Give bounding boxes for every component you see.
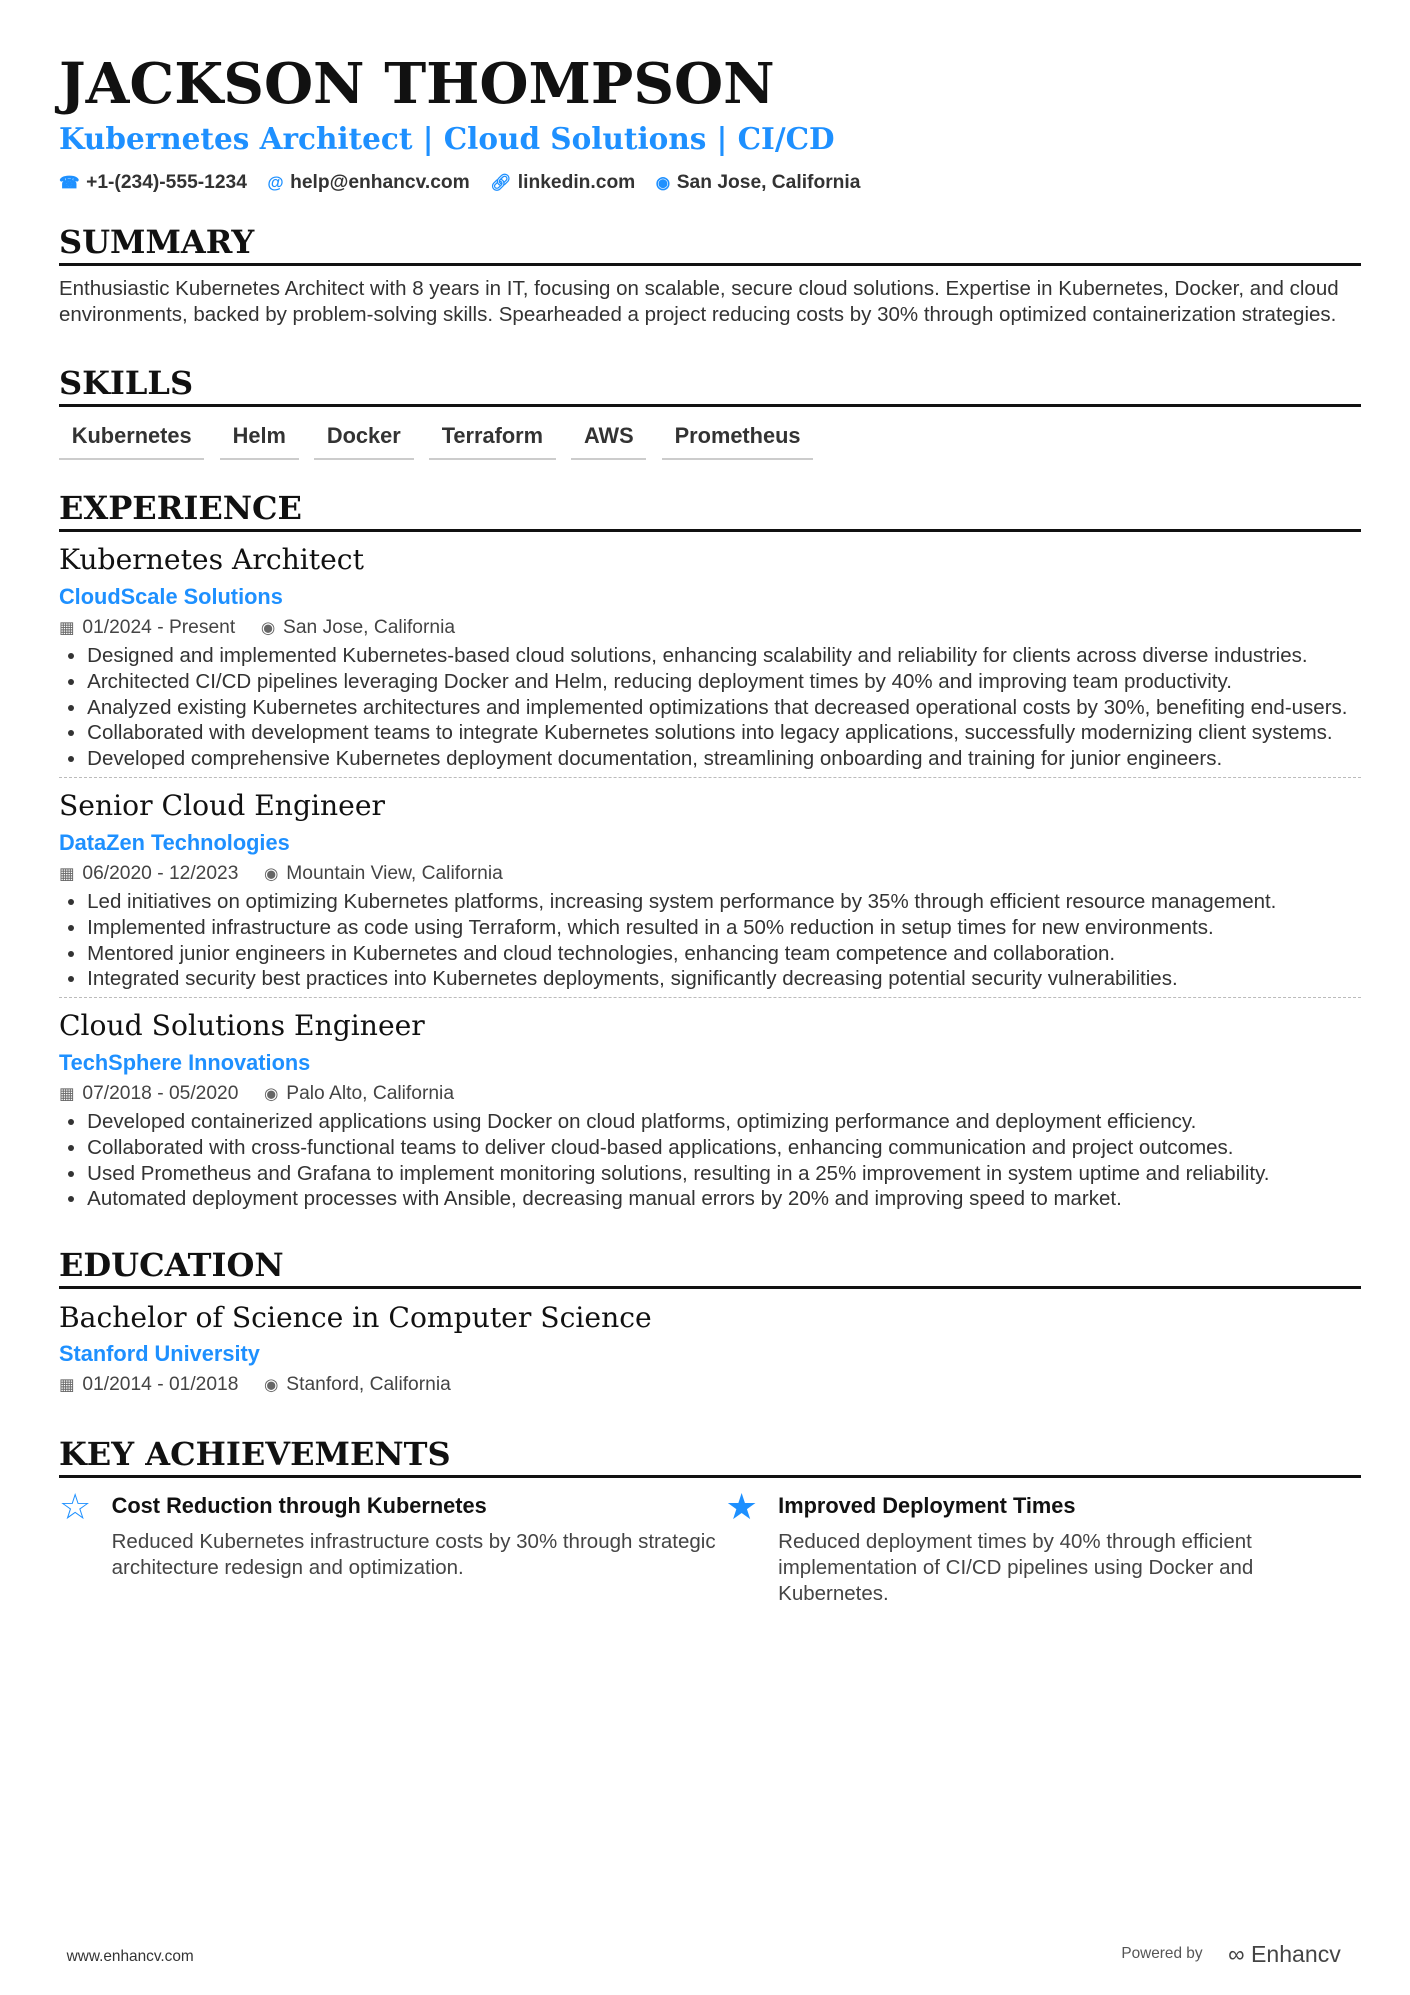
contact-phone bbox=[59, 172, 247, 194]
headline: Kubernetes Architect | Cloud Solutions | CI/CD bbox=[58, 121, 835, 157]
contact-email[interactable] bbox=[267, 172, 469, 194]
job-bullets bbox=[59, 1109, 1361, 1212]
job-location bbox=[264, 1079, 454, 1110]
footer-website[interactable]: www.enhancv.com bbox=[66, 1948, 194, 1966]
company-name: CloudScale Solutions bbox=[58, 583, 283, 609]
bullet-item: • Analyzed existing Kubernetes architectures and implemented optimizations that decreased operational costs by 30%, benefiting end-users. bbox=[87, 695, 1361, 721]
powered-by-text: Powered by bbox=[1121, 1945, 1203, 1963]
education-location bbox=[264, 1370, 451, 1401]
bullet-item: • Led initiatives on optimizing Kubernetes platforms, increasing system performance by 35% through efficient resource management. bbox=[87, 889, 1361, 915]
degree: Bachelor of Science in Computer Science bbox=[58, 1300, 652, 1334]
job-entry bbox=[59, 542, 1361, 778]
dates-text: 06/2020 - 12/2023 bbox=[82, 862, 239, 884]
job-entry bbox=[59, 788, 1361, 998]
job-bullets bbox=[59, 889, 1361, 992]
summary-text: Enthusiastic Kubernetes Architect with 8 years in IT, focusing on scalable, secure cloud solutions. Expertise in Kubernetes, Docker, and cloud environments, backed by problem-solving skills. Spearheaded a project reducing costs by 30% through optimized containerization strategies. bbox=[58, 277, 1339, 326]
dates-text: 01/2014 - 01/2018 bbox=[82, 1374, 239, 1396]
candidate-name: JACKSON THOMPSON bbox=[58, 50, 775, 117]
skill-tag: Kubernetes bbox=[59, 420, 204, 460]
calendar-icon: ▦ bbox=[58, 863, 75, 883]
calendar-icon: ▦ bbox=[58, 1375, 75, 1395]
location-text: San Jose, California bbox=[676, 171, 861, 193]
skill-tag: AWS bbox=[571, 420, 646, 460]
brand-text: Enhancv bbox=[1251, 1940, 1341, 1967]
achievement-title: Cost Reduction through Kubernetes bbox=[111, 1493, 487, 1519]
bullet-item: • Developed comprehensive Kubernetes deployment documentation, streamlining onboarding and training for junior engineers. bbox=[87, 746, 1361, 772]
experience-list bbox=[59, 542, 1361, 1217]
location-pin-icon: ◉ bbox=[260, 617, 276, 637]
contact-bar bbox=[59, 172, 1361, 194]
contact-location bbox=[656, 172, 861, 194]
email-link[interactable]: help@enhancv.com bbox=[290, 171, 470, 193]
contact-linkedin[interactable] bbox=[490, 172, 635, 194]
bullet-item: • Implemented infrastructure as code using Terraform, which resulted in a 50% reduction in setup times for new environments. bbox=[87, 915, 1361, 941]
achievement-title: Improved Deployment Times bbox=[778, 1493, 1076, 1519]
star-filled-icon: ★ bbox=[725, 1487, 758, 1528]
bullet-item: • Automated deployment processes with Ansible, decreasing manual errors by 20% and improving speed to market. bbox=[87, 1186, 1361, 1212]
linkedin-link[interactable]: linkedin.com bbox=[517, 171, 636, 193]
job-entry bbox=[59, 1008, 1361, 1217]
education-meta bbox=[59, 1370, 1361, 1401]
job-bullets bbox=[59, 643, 1361, 771]
school: Stanford University bbox=[58, 1341, 260, 1367]
calendar-icon: ▦ bbox=[58, 617, 75, 637]
company-name: DataZen Technologies bbox=[58, 829, 290, 855]
link-icon: 🔗︎ bbox=[490, 172, 512, 192]
skill-tag: Prometheus bbox=[662, 420, 814, 460]
job-title: Senior Cloud Engineer bbox=[58, 789, 386, 823]
skill-tag: Helm bbox=[220, 420, 299, 460]
achievement-description: Reduced Kubernetes infrastructure costs by 30% through strategic architecture redesign and optimization. bbox=[111, 1530, 716, 1580]
location-text: San Jose, California bbox=[283, 616, 456, 638]
section-title-summary: SUMMARY bbox=[59, 222, 1361, 266]
bullet-item: • Integrated security best practices into Kubernetes deployments, significantly decreasing potential security vulnerabilities. bbox=[87, 966, 1361, 992]
powered-by bbox=[1121, 1941, 1340, 1968]
job-location bbox=[261, 613, 455, 644]
bullet-item: • Collaborated with cross-functional teams to deliver cloud-based applications, enhancing communication and project outcomes. bbox=[87, 1135, 1361, 1161]
company-name: TechSphere Innovations bbox=[58, 1049, 311, 1075]
location-text: Mountain View, California bbox=[286, 862, 503, 884]
skills-list bbox=[59, 420, 1361, 460]
section-title-achievements: KEY ACHIEVEMENTS bbox=[59, 1434, 1361, 1478]
job-title: Cloud Solutions Engineer bbox=[58, 1009, 425, 1043]
bullet-item: • Used Prometheus and Grafana to implement monitoring solutions, resulting in a 25% improvement in system uptime and reliability. bbox=[87, 1161, 1361, 1187]
skill-tag: Docker bbox=[314, 420, 413, 460]
skill-tag: Terraform bbox=[429, 420, 556, 460]
job-meta bbox=[59, 859, 1361, 890]
job-dates bbox=[59, 1079, 238, 1110]
education-dates bbox=[59, 1370, 238, 1401]
location-text: Palo Alto, California bbox=[286, 1082, 455, 1104]
job-title: Kubernetes Architect bbox=[58, 543, 364, 577]
bullet-item: • Designed and implemented Kubernetes-based cloud solutions, enhancing scalability and reliability for clients across diverse industries. bbox=[87, 643, 1361, 669]
location-pin-icon: ◉ bbox=[264, 1083, 279, 1103]
resume bbox=[59, 49, 1361, 1607]
job-meta bbox=[59, 1079, 1361, 1110]
section-title-experience: EXPERIENCE bbox=[59, 488, 1361, 532]
achievement-description: Reduced deployment times by 40% through efficient implementation of CI/CD pipelines using Docker and Kubernetes. bbox=[778, 1530, 1254, 1605]
at-icon: @ bbox=[267, 172, 284, 192]
bullet-item: • Developed containerized applications using Docker on cloud platforms, optimizing performance and deployment efficiency. bbox=[87, 1109, 1361, 1135]
location-pin-icon: ◉ bbox=[655, 172, 671, 192]
dates-text: 01/2024 - Present bbox=[82, 616, 236, 638]
star-outline-icon: ☆ bbox=[58, 1487, 92, 1528]
location-pin-icon: ◉ bbox=[264, 1375, 279, 1395]
section-title-education: EDUCATION bbox=[59, 1245, 1361, 1289]
achievement-item bbox=[58, 1487, 726, 1606]
dates-text: 07/2018 - 05/2020 bbox=[82, 1082, 239, 1104]
achievement-item bbox=[725, 1487, 1340, 1606]
job-dates bbox=[59, 613, 235, 644]
section-title-skills: SKILLS bbox=[59, 363, 1361, 407]
job-dates bbox=[59, 859, 238, 890]
bullet-item: • Collaborated with development teams to integrate Kubernetes solutions into legacy applications, successfully modernizing client systems. bbox=[87, 720, 1361, 746]
job-meta bbox=[59, 613, 1361, 644]
bullet-item: • Architected CI/CD pipelines leveraging Docker and Helm, reducing deployment times by 40% and improving team productivity. bbox=[87, 669, 1361, 695]
bullet-item: • Mentored junior engineers in Kubernetes and cloud technologies, enhancing team competence and collaboration. bbox=[87, 941, 1361, 967]
calendar-icon: ▦ bbox=[58, 1083, 75, 1103]
infinity-logo-icon: ∞ bbox=[1228, 1940, 1251, 1967]
phone-icon: ☎ bbox=[58, 172, 80, 192]
job-location bbox=[264, 859, 503, 890]
location-pin-icon: ◉ bbox=[264, 863, 279, 883]
enhancv-logo bbox=[1228, 1941, 1341, 1968]
phone-text: +1-(234)-555-1234 bbox=[86, 171, 247, 193]
achievements-list bbox=[58, 1487, 1361, 1606]
location-text: Stanford, California bbox=[286, 1374, 451, 1396]
